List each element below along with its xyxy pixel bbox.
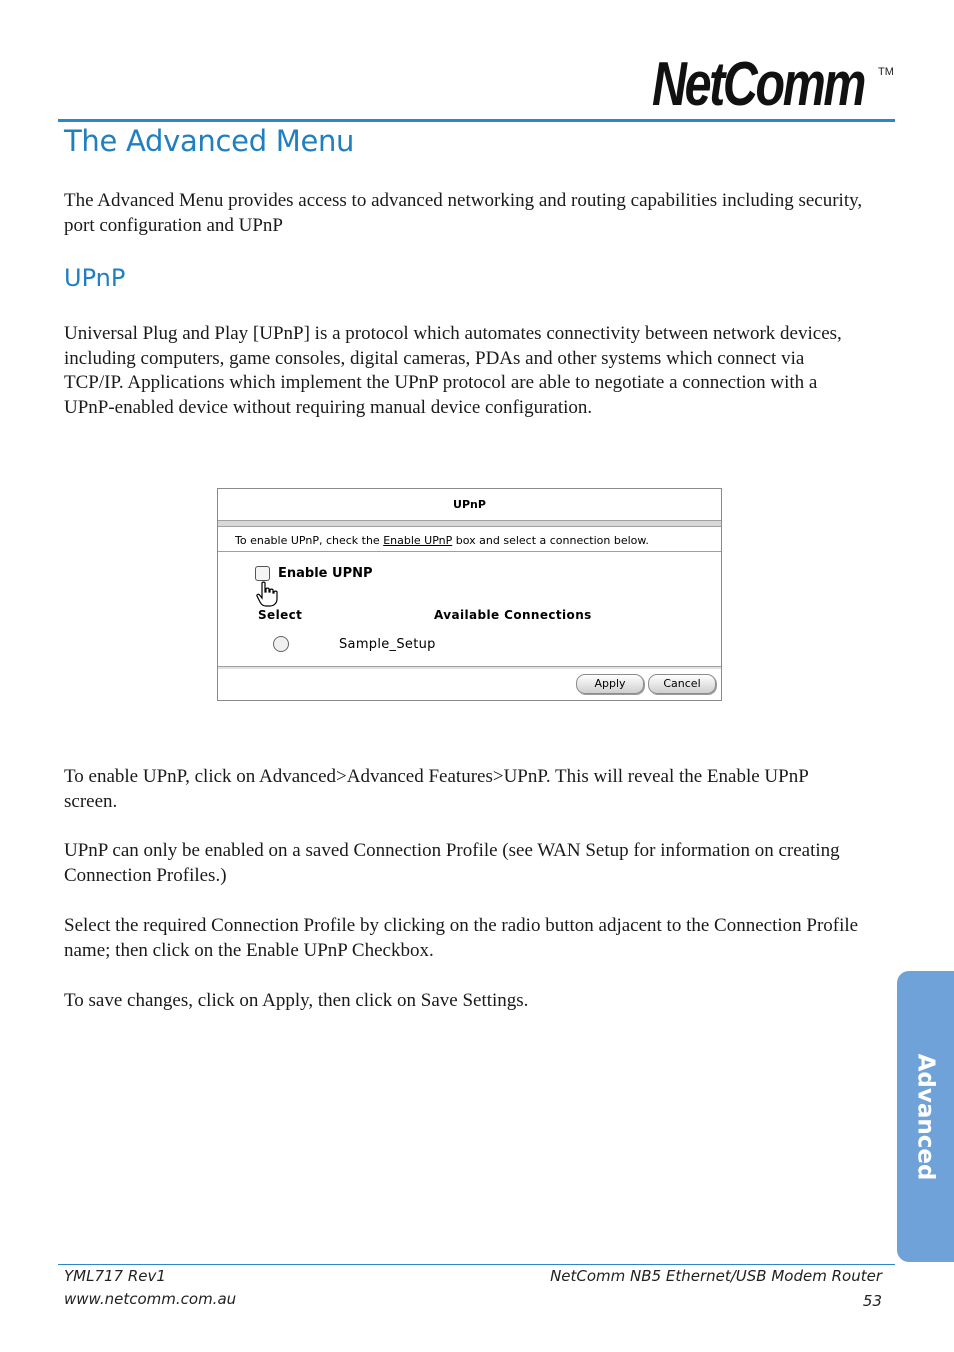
connection-name: Sample_Setup [339,637,436,652]
footer-page-number: 53 [862,1292,882,1310]
upnp-description: Universal Plug and Play [UPnP] is a protocol which automates connectivity between network devices, including computers, game consoles, digital cameras, PDAs and other systems which connect via TCP/IP. Applications which implement the UPnP protocol are able to negotiate a connection with a UPnP-enabled device without requiring manual device configuration. [64,323,842,418]
step-paragraph: UPnP can only be enabled on a saved Connection Profile (see WAN Setup for information on creating Connection Profiles.) [64,840,840,886]
hand-cursor-icon [256,581,278,607]
select-column-header: Select [258,608,303,622]
step-paragraph: Select the required Connection Profile by clicking on the radio button adjacent to the Connection Profile name; then click on the Enable UPnP Checkbox. [64,915,859,961]
footer-doc-id: YML717 Rev1 [64,1267,166,1285]
enable-upnp-label: Enable UPNP [278,566,373,581]
hint-text-start: To enable UPnP, check the [235,534,384,547]
trademark-mark: TM [878,66,894,78]
footer-website: www.netcomm.com.au [64,1290,237,1308]
footer-rule [58,1264,895,1265]
cancel-button[interactable]: Cancel [648,674,716,694]
page-title: The Advanced Menu [64,124,355,158]
screenshot-hint [235,534,649,547]
apply-button[interactable]: Apply [576,674,644,694]
hint-text-end: box and select a connection below. [452,534,649,547]
header-rule [58,119,895,122]
screenshot-title: UPnP [453,498,486,511]
enable-upnp-link[interactable]: Enable UPnP [383,534,453,547]
intro-paragraph: The Advanced Menu provides access to advanced networking and routing capabilities including security, port configuration and UPnP [64,190,863,236]
screenshot-divider [218,551,721,552]
screenshot-divider [218,520,721,527]
side-tab-label: Advanced [912,1053,939,1180]
connections-column-header: Available Connections [434,608,592,622]
section-title: UPnP [64,264,126,292]
section-side-tab [897,971,954,1262]
upnp-settings-screenshot [217,488,722,701]
side-tab-label-wrap [897,971,954,1262]
connection-radio-icon[interactable] [273,636,289,652]
screenshot-divider-shade [218,667,721,669]
step-paragraph: To save changes, click on Apply, then click on Save Settings. [64,990,529,1011]
enable-upnp-checkbox-icon[interactable] [255,566,270,581]
footer-product: NetComm NB5 Ethernet/USB Modem Router [550,1267,882,1285]
netcomm-logo: NetComm [652,50,865,119]
step-paragraph: To enable UPnP, click on Advanced>Advanced Features>UPnP. This will reveal the Enable UPnP screen. [64,766,809,812]
